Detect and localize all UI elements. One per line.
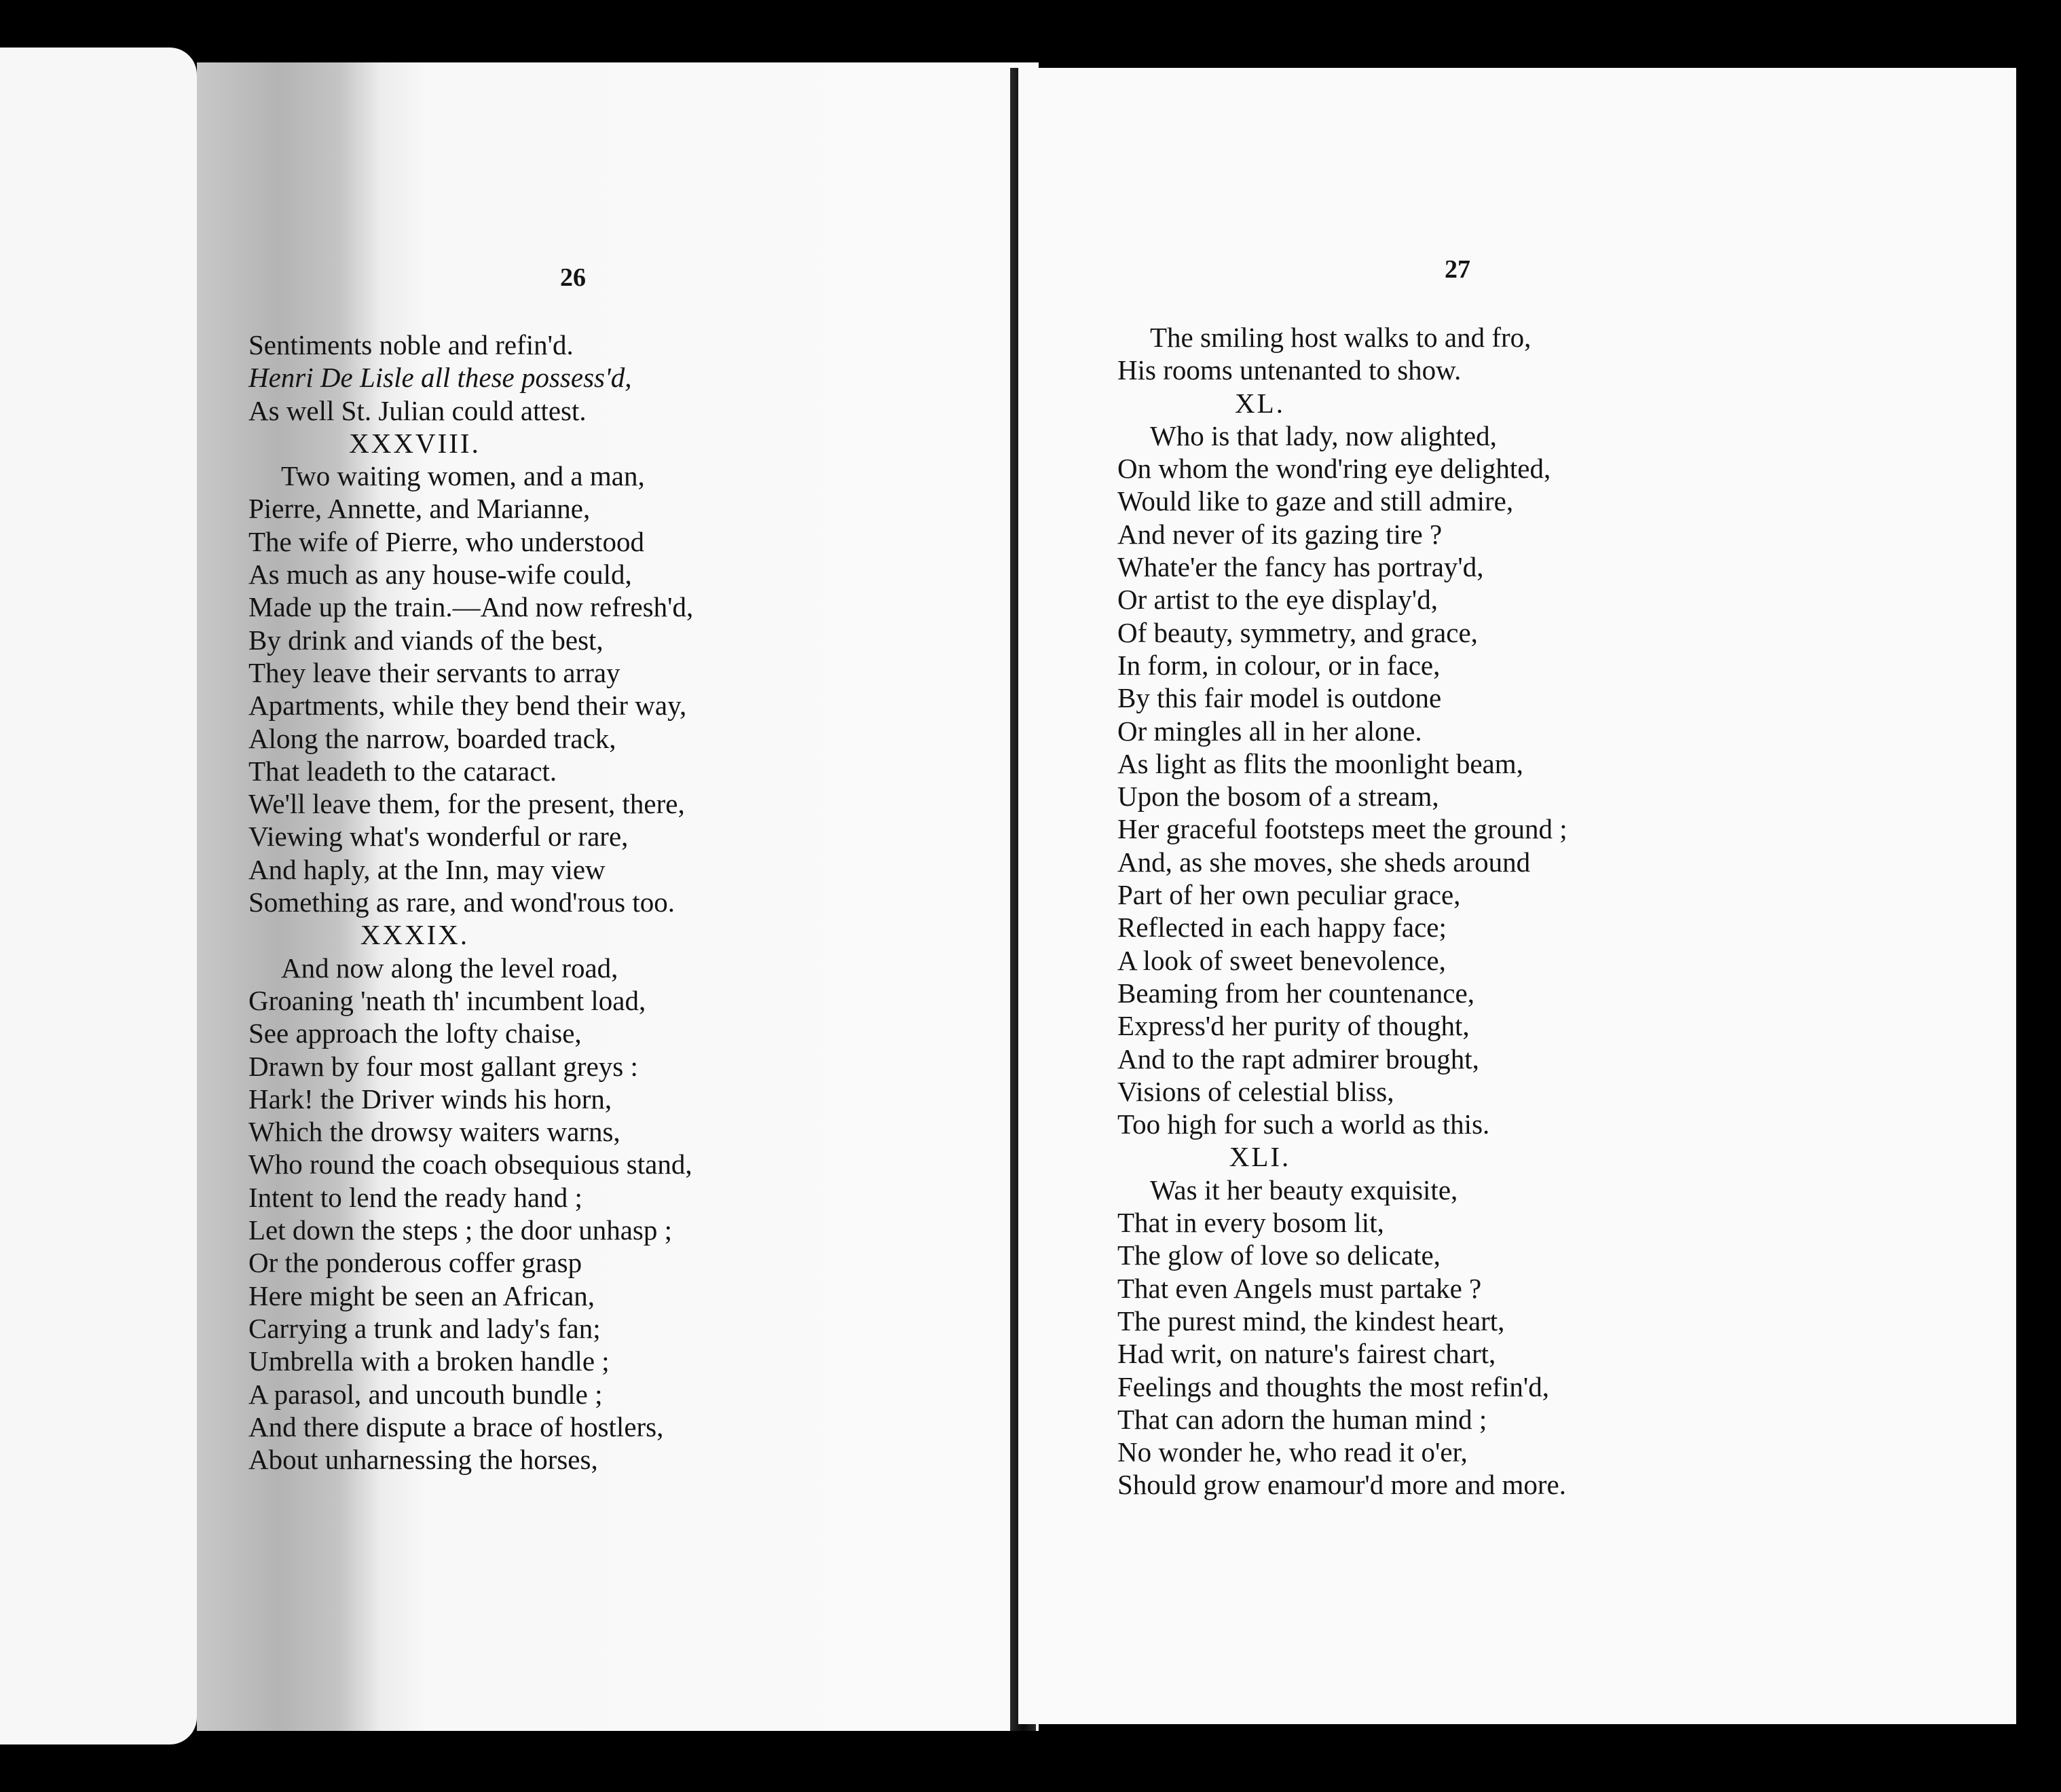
page-number: 26 (560, 263, 586, 292)
verse-line: Would like to gaze and still admire, (1117, 485, 1514, 517)
verse-line: As well St. Julian could attest. (248, 394, 587, 426)
right-page-text (1117, 321, 2000, 1501)
verse-line: By this fair model is outdone (1117, 682, 1442, 714)
verse-line: That can adorn the human mind ; (1117, 1403, 1487, 1435)
verse-line: Hark! the Driver winds his horn, (248, 1083, 612, 1115)
verse-line: Upon the bosom of a stream, (1117, 781, 1439, 813)
stanza-heading: XL. (1235, 387, 1285, 419)
verse-line: Her graceful footsteps meet the ground ; (1117, 813, 1567, 845)
stanza-heading: XXXVIII. (349, 427, 481, 459)
verse-line: Beaming from her countenance, (1117, 977, 1474, 1009)
verse-line: That leadeth to the cataract. (248, 755, 557, 787)
verse-line: Part of her own peculiar grace, (1117, 879, 1461, 911)
verse-line: Of beauty, symmetry, and grace, (1117, 616, 1478, 648)
verse-line: Or mingles all in her alone. (1117, 715, 1422, 747)
right-page (1018, 68, 2016, 1724)
verse-line: We'll leave them, for the present, there, (248, 788, 685, 820)
verse-line: Viewing what's wonderful or rare, (248, 821, 629, 853)
stanza-heading: XLI. (1229, 1141, 1291, 1173)
verse-line: And haply, at the Inn, may view (248, 853, 606, 885)
stanza-heading: XXXIX. (360, 919, 470, 951)
verse-line: And to the rapt admirer brought, (1117, 1043, 1479, 1075)
verse-line: Made up the train.—And now refresh'd, (248, 591, 694, 623)
verse-line: Reflected in each happy face; (1117, 912, 1447, 944)
verse-line: As light as flits the moonlight beam, (1117, 747, 1523, 779)
verse-line: Which the drowsy waiters warns, (248, 1116, 620, 1148)
verse-line: In form, in colour, or in face, (1117, 649, 1441, 681)
verse-line: The wife of Pierre, who understood (248, 525, 644, 557)
verse-line: By drink and viands of the best, (248, 624, 604, 656)
verse-line: Feelings and thoughts the most refin'd, (1117, 1370, 1549, 1402)
verse-line: They leave their servants to array (248, 656, 620, 688)
verse-line: Here might be seen an African, (248, 1280, 595, 1311)
verse-line: Henri De Lisle all these possess'd, (248, 362, 632, 394)
verse-line: Too high for such a world as this. (1117, 1108, 1490, 1140)
verse-line: Had writ, on nature's fairest chart, (1117, 1338, 1496, 1370)
verse-line: His rooms untenanted to show. (1117, 354, 1462, 386)
verse-line: And, as she moves, she sheds around (1117, 846, 1531, 878)
verse-line: Let down the steps ; the door unhasp ; (248, 1214, 673, 1246)
verse-line: Express'd her purity of thought, (1117, 1010, 1470, 1042)
verse-line: Two waiting women, and a man, (281, 460, 645, 492)
verse-line: On whom the wond'ring eye delighted, (1117, 453, 1551, 485)
left-page (197, 62, 1039, 1731)
verse-line: Who round the coach obsequious stand, (248, 1149, 692, 1180)
verse-line: Intent to lend the ready hand ; (248, 1181, 582, 1213)
verse-line: Carrying a trunk and lady's fan; (248, 1312, 601, 1344)
verse-line: No wonder he, who read it o'er, (1117, 1436, 1468, 1468)
verse-line: The purest mind, the kindest heart, (1117, 1305, 1505, 1337)
verse-line: Sentiments noble and refin'd. (248, 329, 574, 360)
verse-line: And never of its gazing tire ? (1117, 518, 1443, 550)
verse-line: Or artist to the eye display'd, (1117, 584, 1438, 616)
verse-line: Groaning 'neath th' incumbent load, (248, 984, 646, 1016)
verse-line: Something as rare, and wond'rous too. (248, 886, 675, 918)
flyleaf (0, 48, 197, 1744)
verse-line: Or the ponderous coffer grasp (248, 1247, 582, 1279)
verse-line: Along the narrow, boarded track, (248, 722, 616, 754)
verse-line: Whate'er the fancy has portray'd, (1117, 551, 1484, 583)
verse-line: Should grow enamour'd more and more. (1117, 1469, 1566, 1501)
verse-line: Visions of celestial bliss, (1117, 1075, 1394, 1107)
verse-line: That in every bosom lit, (1117, 1207, 1384, 1239)
verse-line: And there dispute a brace of hostlers, (248, 1411, 664, 1442)
verse-line: Apartments, while they bend their way, (248, 690, 687, 722)
verse-line: As much as any house-wife could, (248, 559, 632, 591)
verse-line: See approach the lofty chaise, (248, 1018, 582, 1049)
verse-line: A look of sweet benevolence, (1117, 944, 1446, 976)
verse-line: About unharnessing the horses, (248, 1444, 598, 1476)
verse-line: The glow of love so delicate, (1117, 1239, 1441, 1271)
verse-line: The smiling host walks to and fro, (1150, 322, 1531, 353)
verse-line: Was it her beauty exquisite, (1150, 1174, 1458, 1206)
page-number: 27 (1445, 255, 1470, 284)
left-page-text (248, 329, 1016, 1476)
verse-line: Pierre, Annette, and Marianne, (248, 493, 591, 525)
verse-line: And now along the level road, (281, 952, 618, 984)
verse-line: Umbrella with a broken handle ; (248, 1345, 610, 1377)
verse-line: That even Angels must partake ? (1117, 1272, 1482, 1304)
verse-line: Drawn by four most gallant greys : (248, 1050, 638, 1082)
verse-line: A parasol, and uncouth bundle ; (248, 1378, 603, 1410)
verse-line: Who is that lady, now alighted, (1150, 419, 1497, 451)
